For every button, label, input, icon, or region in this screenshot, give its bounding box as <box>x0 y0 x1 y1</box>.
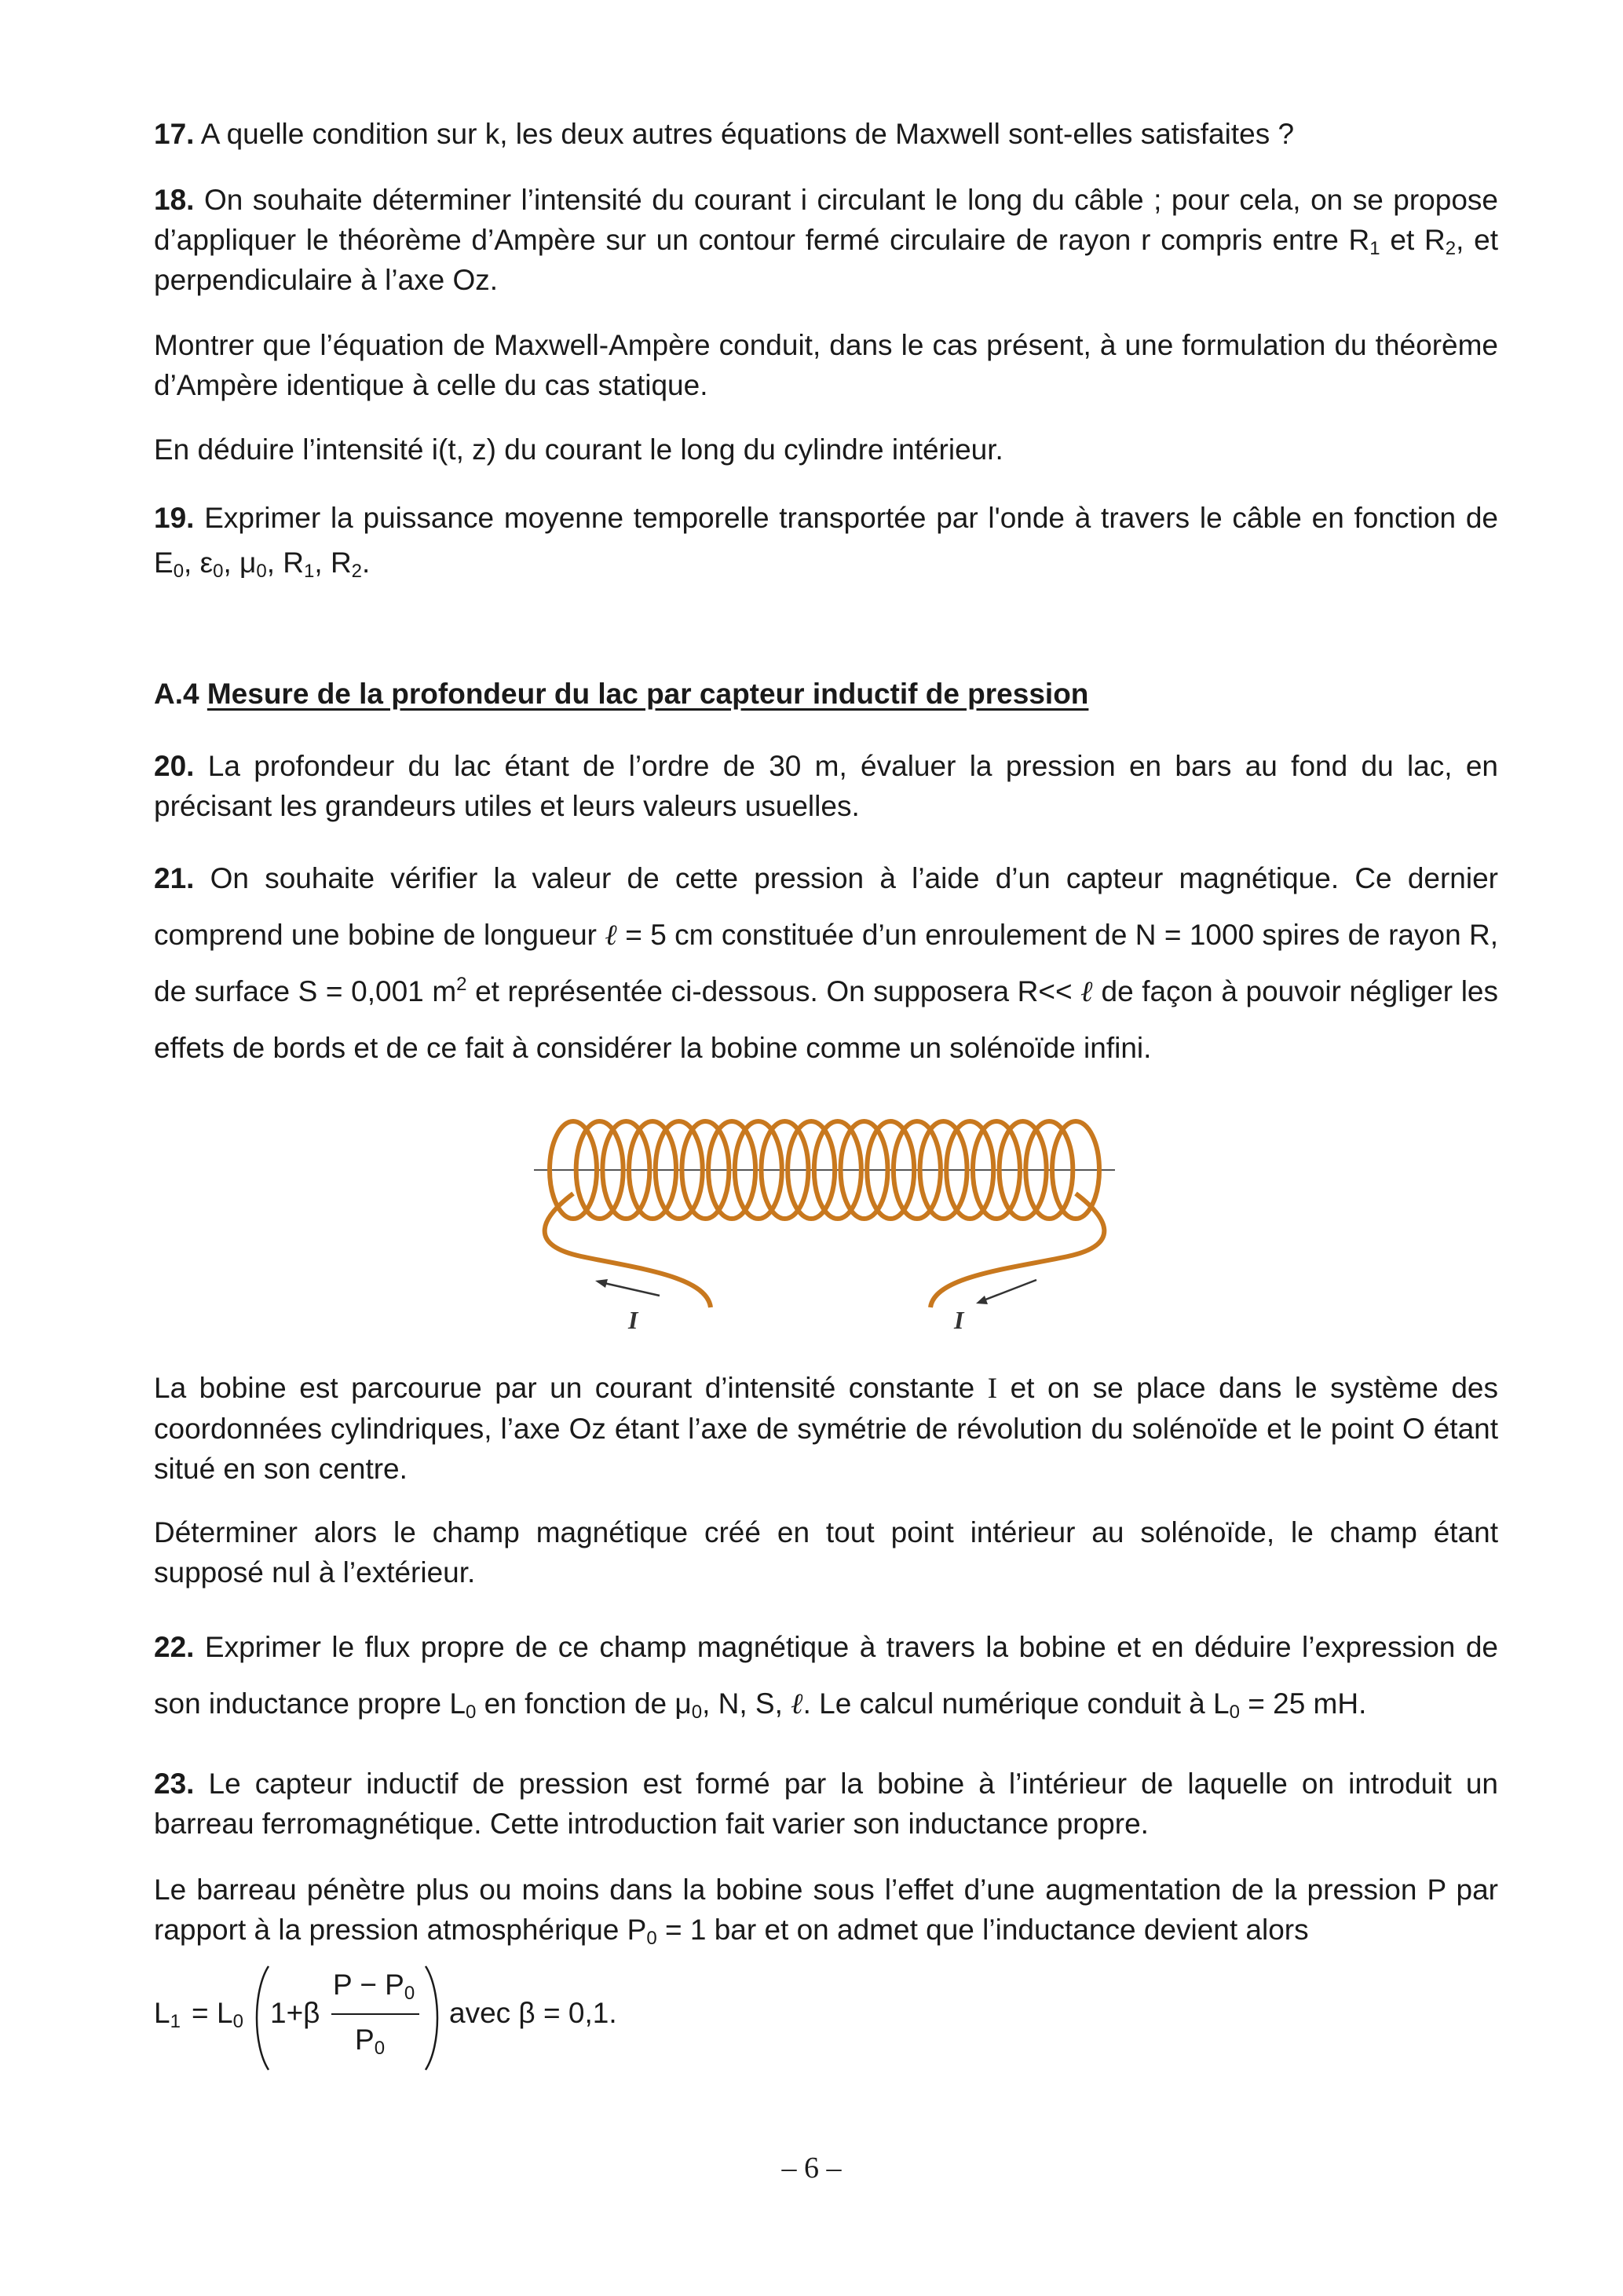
page-number: – 6 – <box>781 2152 842 2184</box>
current-arrow-left <box>601 1282 660 1296</box>
question-number: 23. <box>154 1768 195 1800</box>
question-17 <box>154 114 1498 154</box>
ell-symbol: ℓ <box>605 918 617 952</box>
question-23-paragraph-2: Le barreau pénètre plus ou moins dans la bobine sous l’effet d’une augmentation de la pression P par rapport à la pression atmosphérique $P_0 = 1$ bar et on admet que l’inductance devient alors <box>154 1874 1498 1949</box>
arrowhead-left <box>595 1279 608 1288</box>
current-arrow-right <box>981 1280 1036 1301</box>
current-label-left: I <box>628 1306 638 1334</box>
lead-wire-left <box>545 1194 711 1307</box>
question-number: 22. <box>154 1631 195 1663</box>
question-21-paragraph-3: Déterminer alors le champ magnétique créé en tout point intérieur au solénoïde, le champ étant supposé nul à l’extérieur. <box>154 1516 1498 1589</box>
question-21: 21. On souhaite vérifier la valeur de cette pression à l’aide d’un capteur magnétique. Ce dernier comprend une bobine de longueur ℓ = 5 cm constituée d’un enroulement de N = 1000 spires de rayon R, de surface S = 0,001 $m^2$ et représentée ci-dessous. On supposera R<< ℓ de façon à pouvoir négliger les effets de bords et de ce fait à considérer la bobine comme un solénoïde infini. <box>154 862 1499 1064</box>
arrowhead-right <box>976 1296 988 1304</box>
question-23: 23. Le capteur inductif de pression est formé par la bobine à l’intérieur de laquelle on introduit un barreau ferromagnétique. Cette introduction fait varier son inductance propre. <box>154 1768 1498 1840</box>
section-label: A.4 <box>154 678 199 710</box>
question-19: 19. Exprimer la puissance moyenne temporelle transportée par l'onde à travers le câble en fonction de $E_0$, $\varepsilon_0$, $\mu_0$, $R_1$, $R_2$. <box>154 502 1498 582</box>
question-20: 20. La profondeur du lac étant de l’ordre de 30 m, évaluer la pression en bars au fond du lac, en précisant les grandeurs utiles et leurs valeurs usuelles. <box>154 750 1498 822</box>
question-number: 17. <box>154 118 195 150</box>
question-18: 18. On souhaite déterminer l’intensité du courant i circulant le long du câble ; pour cela, on se propose d’appliquer le théorème d’Ampère sur un contour fermé circulaire de rayon r compris entre $R_1$ et $R_2$, et perpendiculaire à l’axe Oz. <box>154 184 1498 296</box>
inductance-equation: $L_1$ = $L_0$ 1+β $P - P_0$ $P_0$ avec β = 0,1. <box>154 1963 861 2073</box>
bracket-right <box>422 1963 443 2073</box>
ell-symbol: ℓ <box>1080 974 1093 1008</box>
variable-list: $E_0$, $\varepsilon_0$, $\mu_0$, $R_1$, $R_2$. <box>154 547 371 582</box>
solenoid-figure <box>526 1099 1123 1335</box>
question-number: 19. <box>154 502 195 534</box>
section-title: Mesure de la profondeur du lac par capteur inductif de pression <box>207 678 1089 710</box>
question-21-paragraph-2: La bobine est parcourue par un courant d’intensité constante I et on se place dans le système des coordonnées cylindriques, l’axe Oz étant l’axe de symétrie de révolution du solénoïde et le point O étant situé en son centre. <box>154 1372 1499 1485</box>
fraction-bar <box>331 2013 419 2015</box>
question-18-paragraph-2: Montrer que l’équation de Maxwell-Ampère conduit, dans le cas présent, à une formulation du théorème d’Ampère identique à celle du cas statique. <box>154 329 1498 401</box>
question-22: 22. Exprimer le flux propre de ce champ magnétique à travers la bobine et en déduire l’expression de son inductance propre $L_0$ en fonction de $\mu_0$, N, S, ℓ. Le calcul numérique conduit à $L_0 = 25$ mH. <box>154 1631 1498 1723</box>
question-18-paragraph-3: En déduire l’intensité i(t, z) du courant le long du cylindre intérieur. <box>154 433 1003 466</box>
question-number: 18. <box>154 184 195 216</box>
question-text: A quelle condition sur k, les deux autres équations de Maxwell sont-elles satisfaites ? <box>200 118 1295 150</box>
question-number: 21. <box>154 862 195 894</box>
current-label-right: I <box>954 1306 964 1334</box>
section-heading <box>154 674 1498 714</box>
question-number: 20. <box>154 750 195 782</box>
bracket-left <box>251 1963 272 2073</box>
